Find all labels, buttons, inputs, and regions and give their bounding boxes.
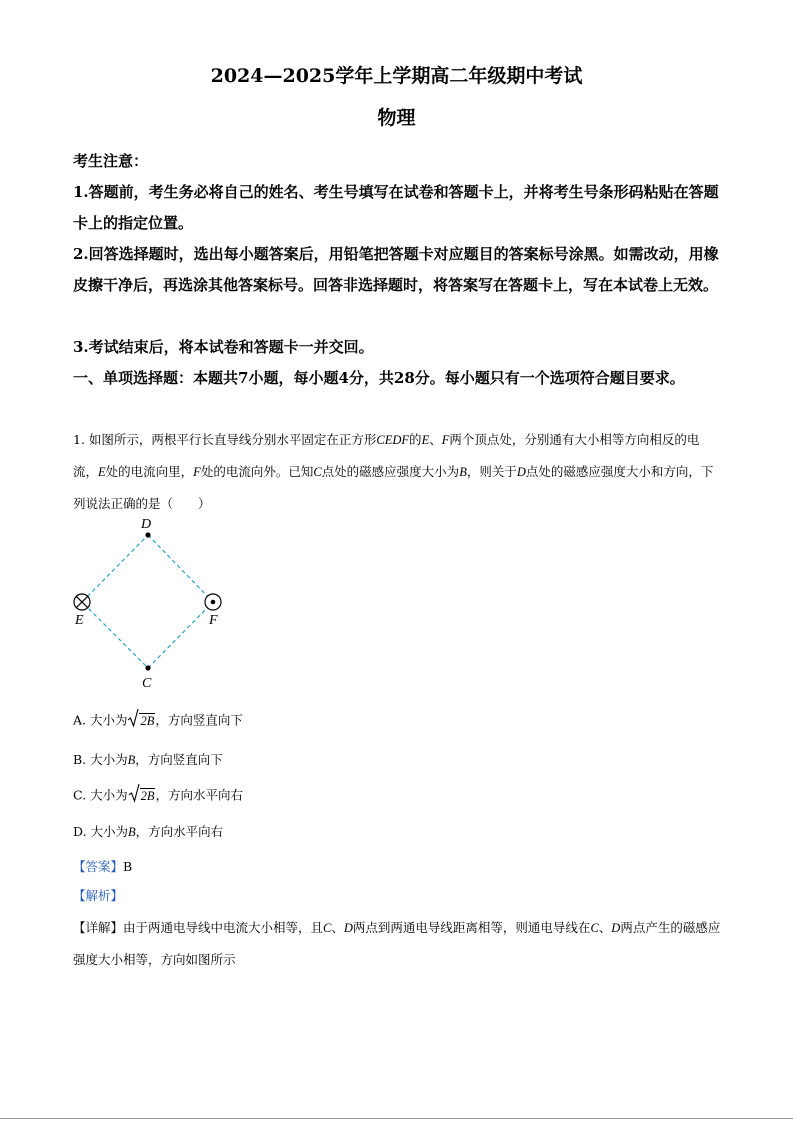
square-cedf-outline: [82, 535, 213, 668]
notice-item-1: 1.答题前，考生务必将自己的姓名、考生号填写在试卷和答题卡上，并将考生号条形码粘贴在答题卡上的指定位置。: [73, 183, 719, 232]
exam-title: 2024—2025学年上学期高二年级期中考试: [210, 65, 583, 87]
point-d-dot: [145, 532, 150, 537]
option-d: D. 大小为B，方向水平向右: [73, 824, 224, 839]
detail-tag: 【详解】: [73, 920, 124, 935]
label-e: E: [75, 613, 84, 628]
subject-title: 物理: [377, 107, 416, 129]
section-1-heading: 一、单项选择题：本题共7小题，每小题4分，共28分。每小题只有一个选项符合题目要求。: [73, 369, 685, 387]
notice-item-2: 2.回答选择题时，选出每小题答案后，用铅笔把答题卡对应题目的答案标号涂黑。如需改动，用橡皮擦干净后，再选涂其他答案标号。回答非选择题时，将答案写在答题卡上，写在本试卷上无效。: [73, 245, 719, 294]
current-into-page-icon: [74, 594, 90, 610]
label-d: D: [141, 517, 152, 532]
current-out-of-page-icon: [205, 594, 221, 610]
answer-tag: 【答案】: [73, 859, 124, 874]
point-c-dot: [145, 665, 150, 670]
answer-line: [73, 857, 132, 877]
label-f: F: [209, 613, 218, 628]
analysis-line: [73, 886, 123, 906]
page-bottom-rule: [0, 1118, 793, 1119]
analysis-tag: 【解析】: [73, 888, 124, 903]
sqrt-symbol: [127, 708, 139, 734]
question-1-stem: 1. 如图所示，两根平行长直导线分别水平固定在正方形CEDF的E、F两个顶点处，分别通有大小相等方向相反的电流，E处的电流向里，F处的电流向外。已知C点处的磁感应强度大小为B，则关于D点处的磁感应强度大小和方向，下列说法正确的是（ ）: [73, 432, 714, 511]
notice-heading: 考生注意：: [73, 152, 149, 170]
square-wire-figure: [70, 512, 230, 692]
option-b: B. 大小为B，方向竖直向下: [73, 752, 223, 767]
notice-item-3: 3.考试结束后，将本试卷和答题卡一并交回。: [73, 338, 374, 356]
detail-paragraph: 【详解】由于两通电导线中电流大小相等，且C、D两点到两通电导线距离相等，则通电导线在C、D两点产生的磁感应强度大小相等，方向如图所示: [73, 920, 721, 967]
option-a: A. 大小为 2B，方向竖直向下: [73, 708, 243, 734]
option-c: C. 大小为 2B，方向水平向右: [73, 783, 243, 809]
label-c: C: [142, 676, 152, 691]
answer-value: B: [123, 859, 133, 874]
sqrt-symbol: [128, 783, 140, 809]
